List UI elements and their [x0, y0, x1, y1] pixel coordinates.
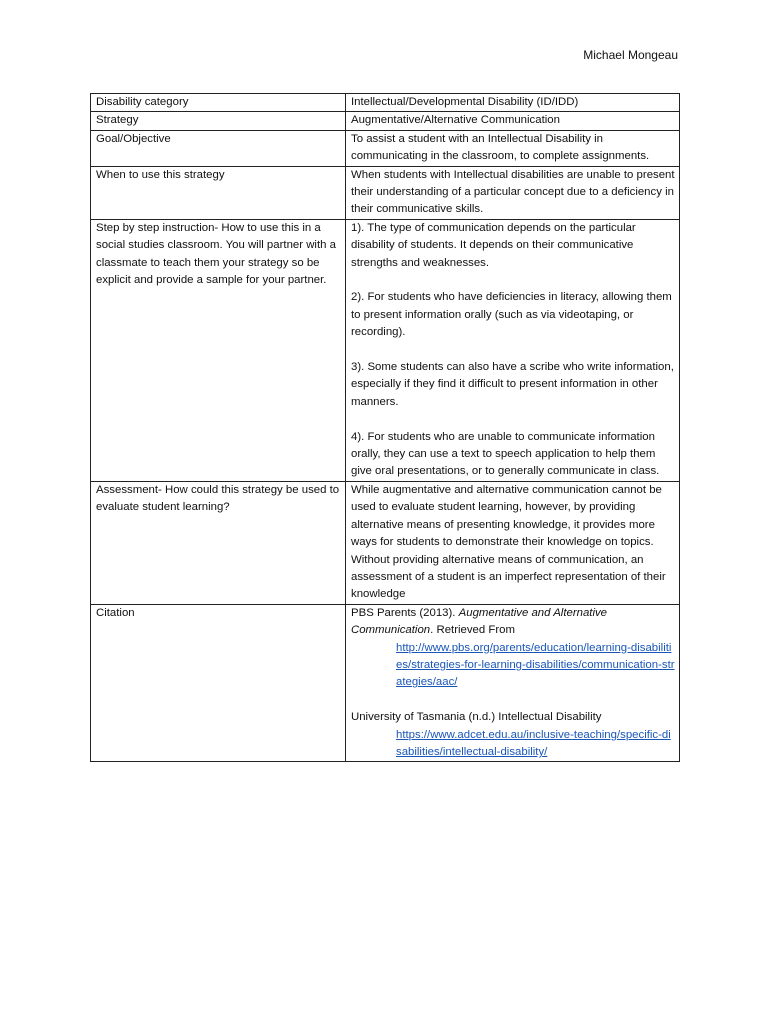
row-label: Assessment- How could this strategy be used to evaluate student learning? [91, 481, 346, 604]
document-author: Michael Mongeau [583, 48, 678, 62]
row-label: Disability category [91, 94, 346, 112]
row-value: While augmentative and alternative communication cannot be used to evaluate student learning, however, by providing alternative means of presenting knowledge, it provides more ways for students to demonstrate their knowledge on topics. Without providing alternative means of communication, an assessment of a student is an imperfect representation of their knowledge [346, 481, 680, 604]
row-value: Augmentative/Alternative Communication [346, 112, 680, 130]
table-row-citation [91, 604, 680, 762]
row-value: To assist a student with an Intellectual Disability in communicating in the classroom, to complete assignments. [346, 130, 680, 166]
row-label: Citation [91, 604, 346, 762]
table-row-when-to-use [91, 166, 680, 219]
citation-author: University of Tasmania (n.d.) Intellectual Disability [351, 711, 602, 724]
step-item: 3). Some students can also have a scribe who write information, especially if they find it difficult to present information in other manners. [351, 361, 674, 408]
citation-retrieved: . Retrieved From [430, 624, 515, 637]
step-item: 2). For students who have deficiencies in literacy, allowing them to present information orally (such as via videotaping, or recording). [351, 291, 672, 339]
citation-entry [351, 709, 676, 726]
row-value [346, 219, 680, 481]
citation-link-wrapper [351, 727, 676, 762]
citation-link[interactable]: https://www.adcet.edu.au/inclusive-teaching/specific-disabilities/intellectual-disability/ [396, 728, 671, 758]
strategy-table [90, 93, 680, 762]
row-label: Step by step instruction- How to use this in a social studies classroom. You will partner with a classmate to teach them your strategy so be explicit and provide a sample for your partner. [91, 219, 346, 481]
row-label: When to use this strategy [91, 166, 346, 219]
row-label: Strategy [91, 112, 346, 130]
row-value [346, 604, 680, 762]
citation-author: PBS Parents (2013). [351, 606, 456, 619]
table-row-goal [91, 130, 680, 166]
table-row-disability-category [91, 94, 680, 112]
citation-link[interactable]: http://www.pbs.org/parents/education/learning-disabilities/strategies-for-learning-disabilities/communication-strategies/aac/ [396, 641, 675, 689]
step-item: 1). The type of communication depends on the particular disability of students. It depends on their communicative strengths and weaknesses. [351, 221, 636, 269]
citation-title: Augmentative and Alternative Communication [351, 606, 608, 637]
table-row-assessment [91, 481, 680, 604]
row-value: Intellectual/Developmental Disability (ID/IDD) [346, 94, 680, 112]
table-row-step-by-step [91, 219, 680, 481]
citation-link-wrapper [351, 640, 676, 692]
citation-entry [351, 605, 676, 640]
row-label: Goal/Objective [91, 130, 346, 166]
table-row-strategy [91, 112, 680, 130]
row-value: When students with Intellectual disabilities are unable to present their understanding of a particular concept due to a deficiency in their communicative skills. [346, 166, 680, 219]
step-item: 4). For students who are unable to communicate information orally, they can use a text to speech application to help them give oral presentations, or to generally communicate in class. [351, 430, 660, 478]
